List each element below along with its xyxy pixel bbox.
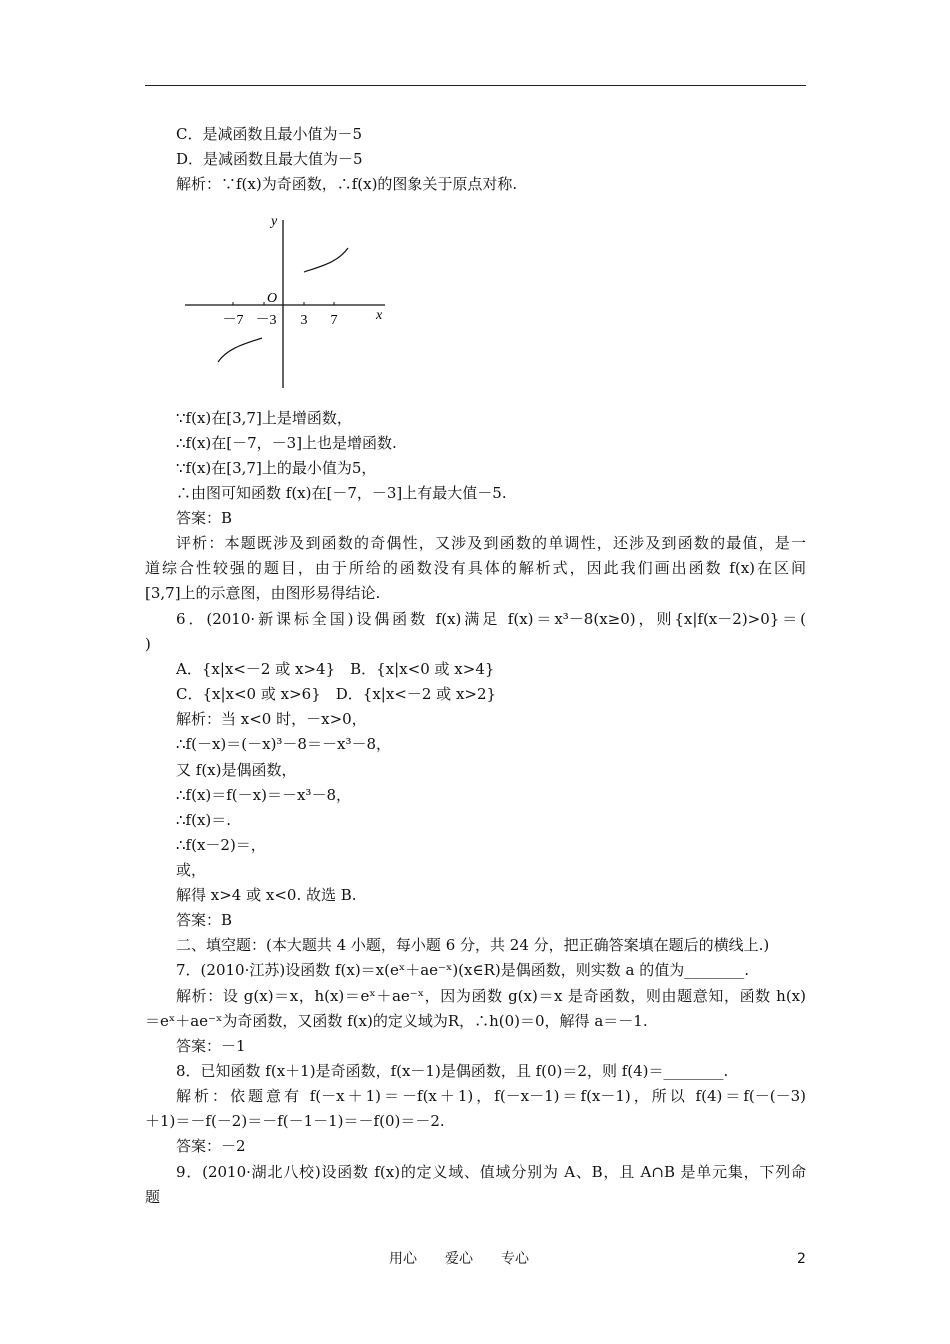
math-line: ∴f(x)＝. (176, 811, 232, 829)
analysis-line: 解析：依题意有 f(－x＋1)＝－f(x＋1)，f(－x－1)＝f(x－1)，所以 f(4)＝f(－(－3) (176, 1087, 806, 1105)
analysis-line: 解析：当 x<0 时，－x>0， (176, 710, 367, 728)
options-ab: A．{x|x<－2 或 x>4} B．{x|x<0 或 x>4} (176, 660, 495, 678)
answer-line: 答案：－2 (176, 1137, 246, 1155)
answer-line: 答案：B (176, 911, 233, 929)
y-axis-label: y (271, 214, 278, 229)
question-6-cont: ) (145, 635, 151, 653)
question-9: 9．(2010·湖北八校)设函数 f(x)的定义域、值域分别为 A、B，且 A∩B 是单元集，下列命 (176, 1163, 806, 1181)
section-heading: 二、填空题：(本大题共 4 小题，每小题 6 分，共 24 分，把正确答案填在题后的横线上.) (176, 936, 770, 954)
tick-label: 3 (300, 313, 308, 328)
header-rule (145, 85, 806, 86)
math-line: 又 f(x)是偶函数， (176, 761, 297, 779)
analysis-line: ＋1)＝－f(－2)＝－f(－1－1)＝－f(0)＝－2. (145, 1112, 445, 1130)
text-line: ∵f(x)在[3,7]上是增函数， (176, 409, 352, 427)
tick-label: －3 (255, 313, 277, 328)
math-line: 解得 x>4 或 x<0. 故选 B. (176, 886, 357, 904)
math-line: 或， (176, 861, 207, 879)
option-c: C．是减函数且最小值为－5 (176, 125, 363, 143)
analysis-line: ＝eˣ＋ae⁻ˣ为奇函数，又函数 f(x)的定义域为R，∴h(0)＝0，解得 a＝－1. (145, 1012, 648, 1030)
footer-slogan: 用心 爱心 专心 (389, 1251, 529, 1267)
answer-line: 答案：－1 (176, 1037, 246, 1055)
comment-line: 评析：本题既涉及到函数的奇偶性，又涉及到函数的单调性，还涉及到函数的最值，是一 (176, 534, 806, 552)
options-cd: C．{x|x<0 或 x>6} D．{x|x<－2 或 x>2} (176, 685, 497, 703)
odd-function-graph (180, 205, 395, 390)
option-d: D．是减函数且最大值为－5 (176, 150, 363, 168)
question-6: 6．(2010·新课标全国)设偶函数 f(x)满足 f(x)＝x³－8(x≥0)，则{x|f(x－2)>0}＝( (176, 610, 806, 628)
curve-negative (218, 338, 262, 362)
analysis-line: 解析：设 g(x)＝x，h(x)＝eˣ＋ae⁻ˣ，因为函数 g(x)＝x 是奇函数，则由题意知，函数 h(x) (176, 987, 806, 1005)
x-axis-label: x (376, 308, 383, 323)
math-line: ∴f(－x)＝(－x)³－8＝－x³－8， (176, 735, 391, 753)
text-line: ∵f(x)在[3,7]上的最小值为5， (176, 459, 377, 477)
comment-line: 道综合性较强的题目，由于所给的函数没有具体的解析式，因此我们画出函数 f(x)在区间 (145, 559, 806, 577)
text-line: ∴f(x)在[－7，－3]上也是增函数. (176, 434, 397, 452)
comment-line: [3,7]上的示意图，由图形易得结论. (145, 584, 381, 602)
page-number: 2 (797, 1251, 806, 1267)
origin-label: O (267, 291, 278, 306)
question-8: 8．已知函数 f(x＋1)是奇函数，f(x－1)是偶函数，且 f(0)＝2，则 f(4)＝________. (176, 1062, 729, 1080)
question-9-cont: 题 (145, 1188, 161, 1206)
tick-label: －7 (222, 313, 244, 328)
curve-positive (304, 248, 348, 272)
math-line: ∴f(x)＝f(－x)＝－x³－8， (176, 786, 351, 804)
question-7: 7．(2010·江苏)设函数 f(x)＝x(eˣ＋ae⁻ˣ)(x∈R)是偶函数，则实数 a 的值为________. (176, 961, 749, 979)
math-line: ∴f(x－2)＝， (176, 836, 266, 854)
text-line: ∴由图可知函数 f(x)在[－7，－3]上有最大值－5. (176, 484, 507, 502)
tick-label: 7 (330, 313, 338, 328)
analysis-line: 解析：∵f(x)为奇函数，∴f(x)的图象关于原点对称. (176, 175, 518, 193)
answer-line: 答案：B (176, 509, 233, 527)
